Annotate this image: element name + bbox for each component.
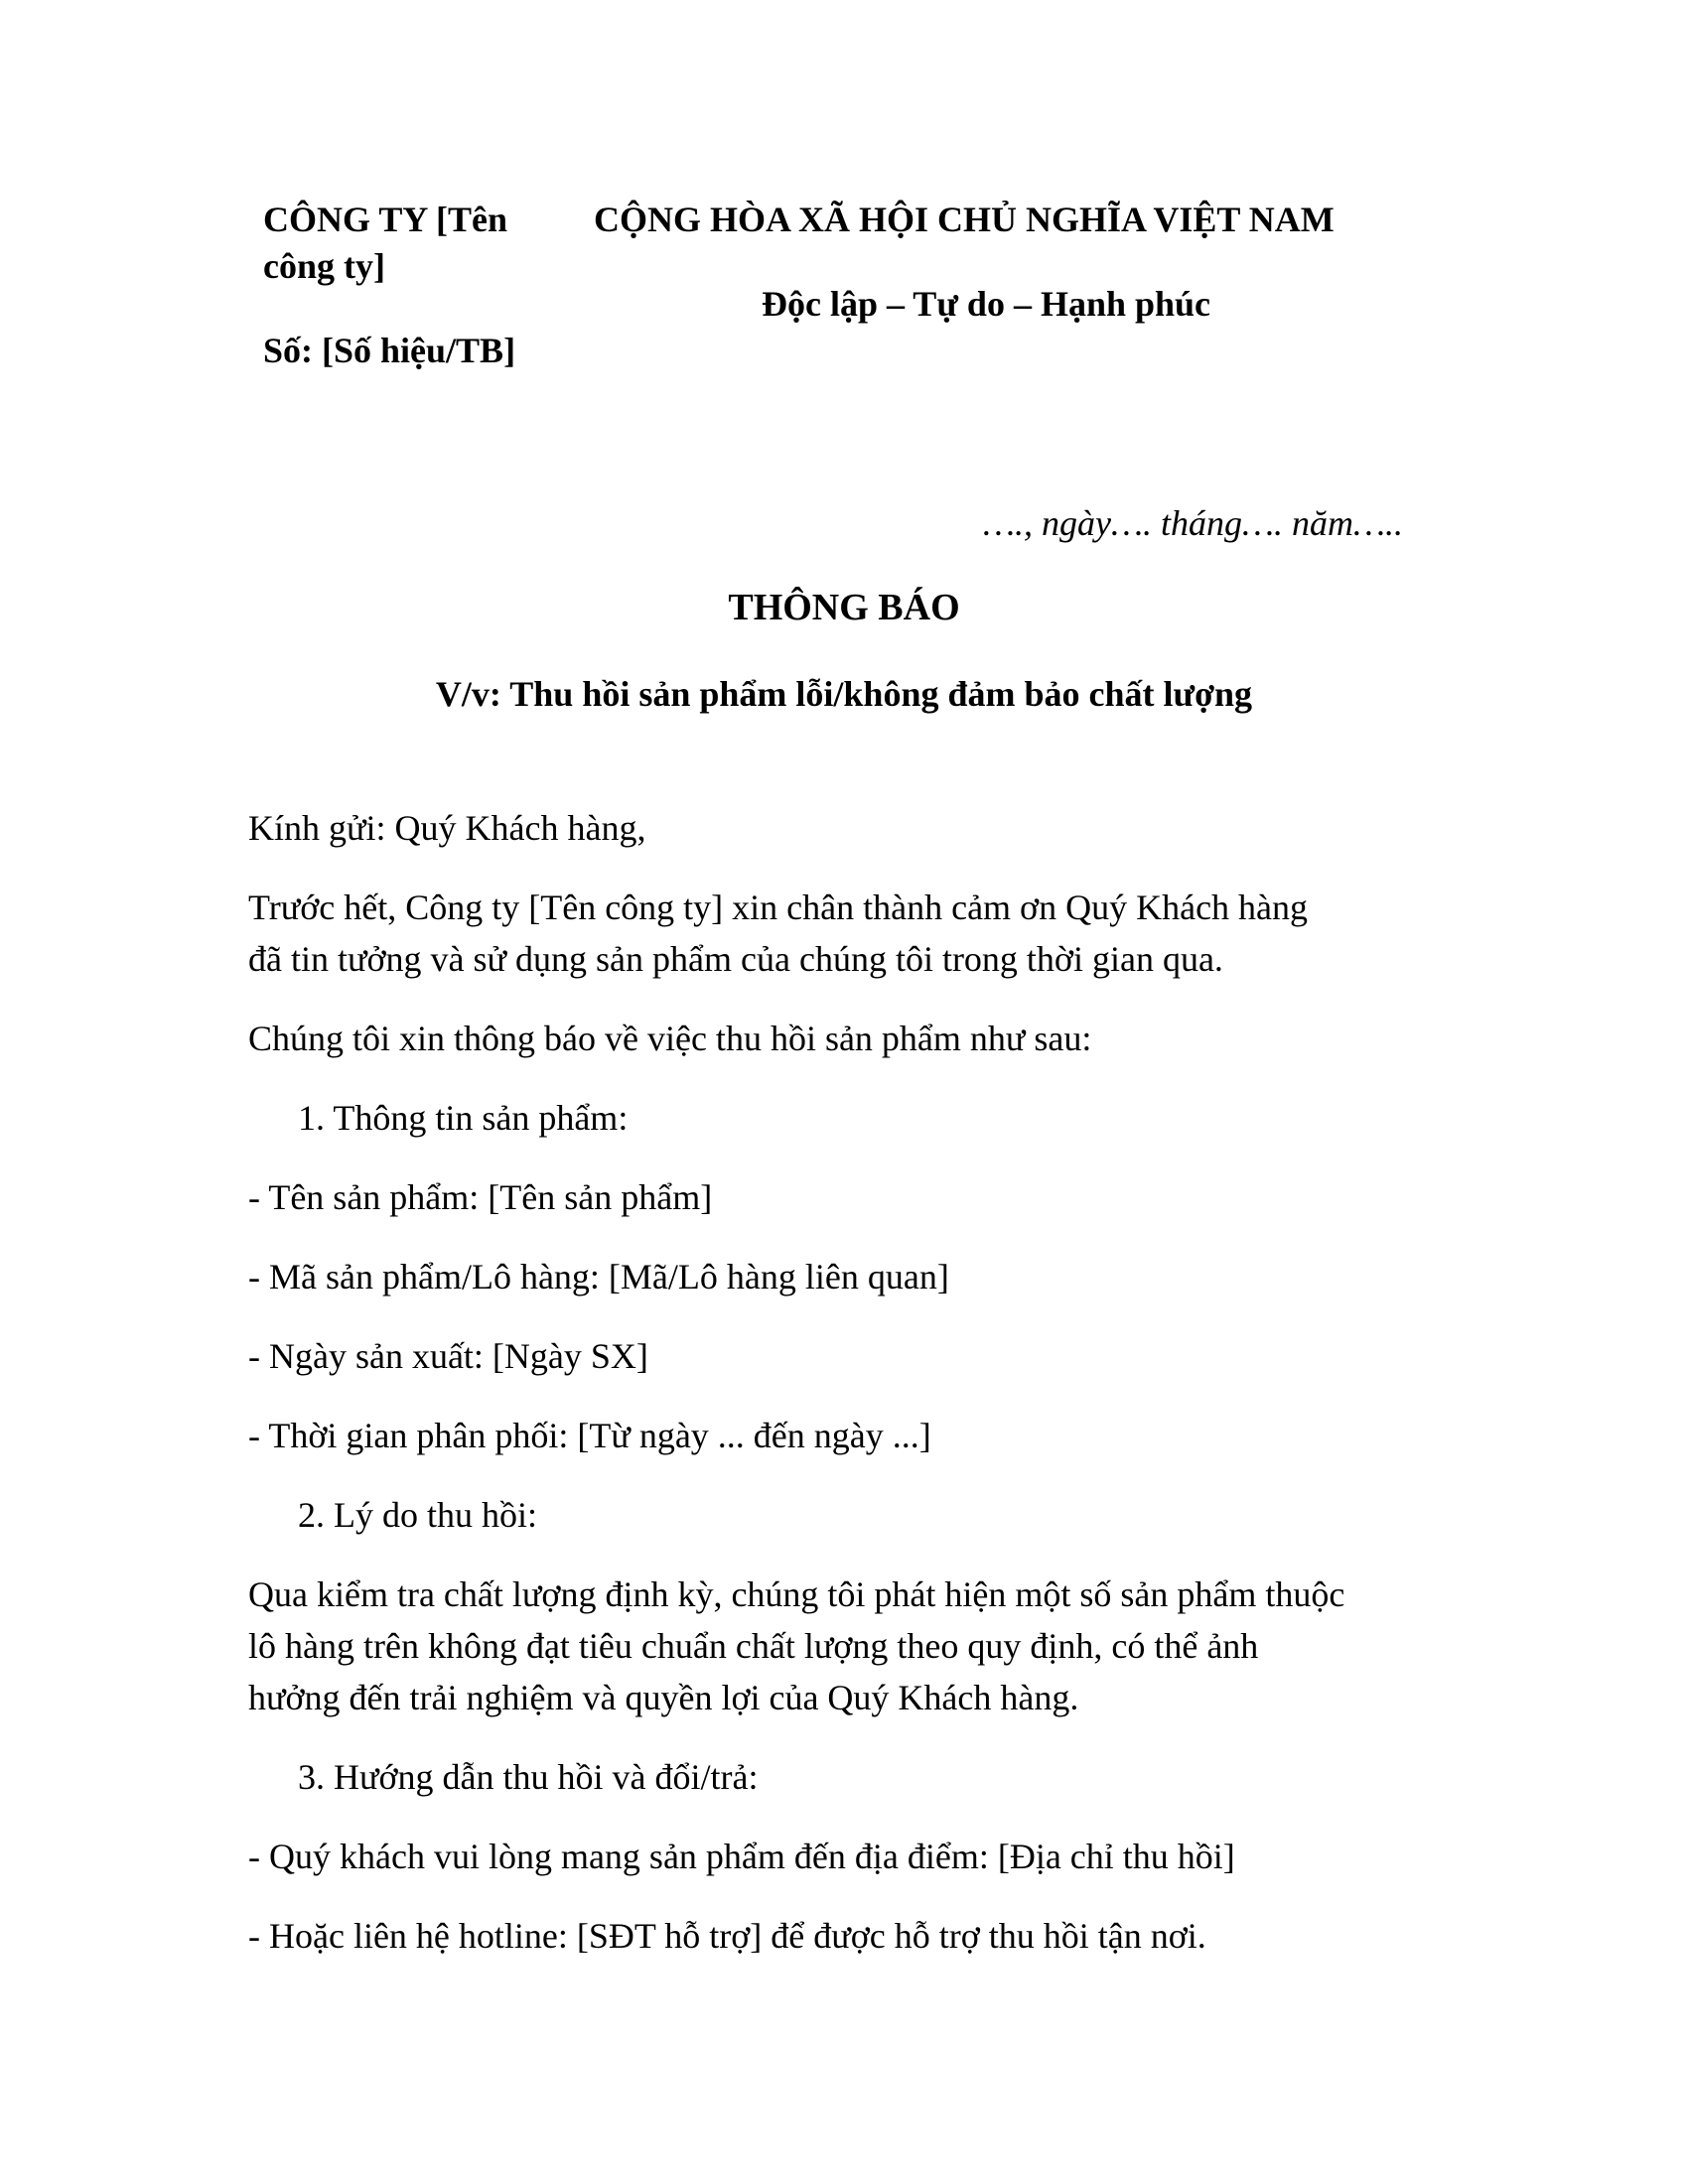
- date-line: …., ngày…. tháng…. năm…..: [983, 503, 1404, 543]
- announcement: Chúng tôi xin thông báo về việc thu hồi sản phẩm như sau:: [248, 1019, 1092, 1058]
- reason-line-1: Qua kiểm tra chất lượng định kỳ, chúng tôi phát hiện một số sản phẩm thuộc: [248, 1574, 1345, 1614]
- reason-line-2: lô hàng trên không đạt tiêu chuẩn chất lượng theo quy định, có thể ảnh: [248, 1626, 1259, 1666]
- distribution-period-item: - Thời gian phân phối: [Từ ngày ... đến ngày ...]: [248, 1416, 931, 1455]
- document-subject: V/v: Thu hồi sản phẩm lỗi/không đảm bảo chất lượng: [435, 674, 1253, 714]
- document-title: THÔNG BÁO: [728, 587, 960, 628]
- reason-line-3: hưởng đến trải nghiệm và quyền lợi của Quý Khách hàng.: [248, 1678, 1079, 1717]
- nation-heading: CỘNG HÒA XÃ HỘI CHỦ NGHĨA VIỆT NAM: [594, 200, 1335, 239]
- guide-location-item: - Quý khách vui lòng mang sản phẩm đến địa điểm: [Địa chỉ thu hồi]: [248, 1837, 1235, 1876]
- guide-hotline-item: - Hoặc liên hệ hotline: [SĐT hỗ trợ] để được hỗ trợ thu hồi tận nơi.: [248, 1916, 1206, 1956]
- production-date-item: - Ngày sản xuất: [Ngày SX]: [248, 1336, 648, 1376]
- company-name-line2: công ty]: [263, 246, 385, 286]
- section-3-heading: 3. Hướng dẫn thu hồi và đổi/trả:: [298, 1757, 759, 1797]
- greeting: Kính gửi: Quý Khách hàng,: [248, 808, 646, 848]
- intro-line-2: đã tin tưởng và sử dụng sản phẩm của chúng tôi trong thời gian qua.: [248, 939, 1223, 979]
- section-1-heading: 1. Thông tin sản phẩm:: [298, 1098, 629, 1138]
- national-motto: Độc lập – Tự do – Hạnh phúc: [761, 284, 1211, 324]
- product-name-item: - Tên sản phẩm: [Tên sản phẩm]: [248, 1177, 713, 1217]
- document-number: Số: [Số hiệu/TB]: [263, 331, 516, 370]
- product-code-item: - Mã sản phẩm/Lô hàng: [Mã/Lô hàng liên quan]: [248, 1257, 949, 1297]
- section-2-heading: 2. Lý do thu hồi:: [298, 1495, 537, 1535]
- company-name-line1: CÔNG TY [Tên: [263, 200, 508, 239]
- intro-line-1: Trước hết, Công ty [Tên công ty] xin chân thành cảm ơn Quý Khách hàng: [248, 887, 1309, 927]
